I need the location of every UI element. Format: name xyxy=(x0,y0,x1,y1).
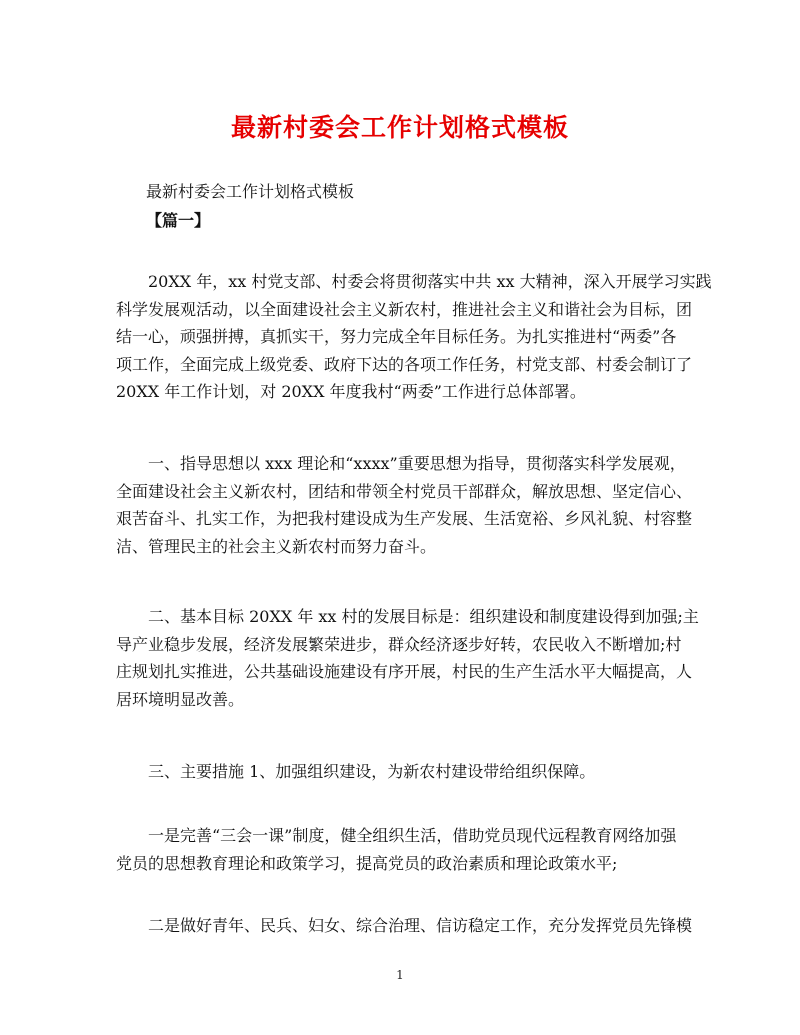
text-line: 艰苦奋斗、扎实工作，为把我村建设成为生产发展、生活宽裕、乡风礼貌、村容整 xyxy=(116,509,693,528)
paragraph-measure-two xyxy=(116,912,693,940)
section-marker: 【篇一】 xyxy=(146,211,211,230)
text-line: 一是完善“三会一课”制度，健全组织生活，借助党员现代远程教育网络加强 xyxy=(116,826,677,845)
page-number: 1 xyxy=(396,968,404,982)
text-line: 二是做好青年、民兵、妇女、综合治理、信访稳定工作，充分发挥党员先锋模 xyxy=(116,916,693,935)
text-line: 20XX 年，xx 村党支部、村委会将贯彻落实中共 xx 大精神，深入开展学习实践 xyxy=(116,272,712,291)
text-line: 庄规划扎实推进，公共基础设施建设有序开展，村民的生产生活水平大幅提高，人 xyxy=(116,662,693,681)
text-line: 三、主要措施 1、加强组织建设，为新农村建设带给组织保障。 xyxy=(116,762,596,781)
text-line: 导产业稳步发展，经济发展繁荣进步，群众经济逐步好转，农民收入不断增加;村 xyxy=(116,634,682,654)
paragraph-main-measures xyxy=(116,758,684,786)
text-line: 一、指导思想以 xxx 理论和“xxxx”重要思想为指导，贯彻落实科学发展观， xyxy=(116,454,686,473)
paragraph-guiding-ideology xyxy=(116,450,693,560)
text-line: 党员的思想教育理论和政策学习，提高党员的政治素质和理论政策水平; xyxy=(116,853,618,873)
document-title: 最新村委会工作计划格式模板 xyxy=(230,113,569,142)
paragraph-measure-one xyxy=(116,822,684,877)
text-line: 20XX 年工作计划，对 20XX 年度我村“两委”工作进行总体部署。 xyxy=(116,382,586,401)
text-line: 项工作，全面完成上级党委、政府下达的各项工作任务，村党支部、村委会制订了 xyxy=(116,354,693,374)
paragraph-basic-goals xyxy=(116,603,699,713)
text-line: 居环境明显改善。 xyxy=(116,689,245,709)
text-line: 二、基本目标 20XX 年 xx 村的发展目标是：组织建设和制度建设得到加强;主 xyxy=(116,607,699,626)
text-line: 结一心，顽强拼搏，真抓实干，努力完成全年目标任务。为扎实推进村“两委”各 xyxy=(116,327,677,346)
text-line: 全面建设社会主义新农村，团结和带领全村党员干部群众，解放思想、坚定信心、 xyxy=(116,481,693,501)
document-subtitle: 最新村委会工作计划格式模板 xyxy=(146,182,355,201)
paragraph-intro xyxy=(116,268,712,406)
text-line: 科学发展观活动，以全面建设社会主义新农村，推进社会主义和谐社会为目标，团 xyxy=(116,299,693,319)
text-line: 洁、管理民主的社会主义新农村而努力奋斗。 xyxy=(116,536,437,556)
